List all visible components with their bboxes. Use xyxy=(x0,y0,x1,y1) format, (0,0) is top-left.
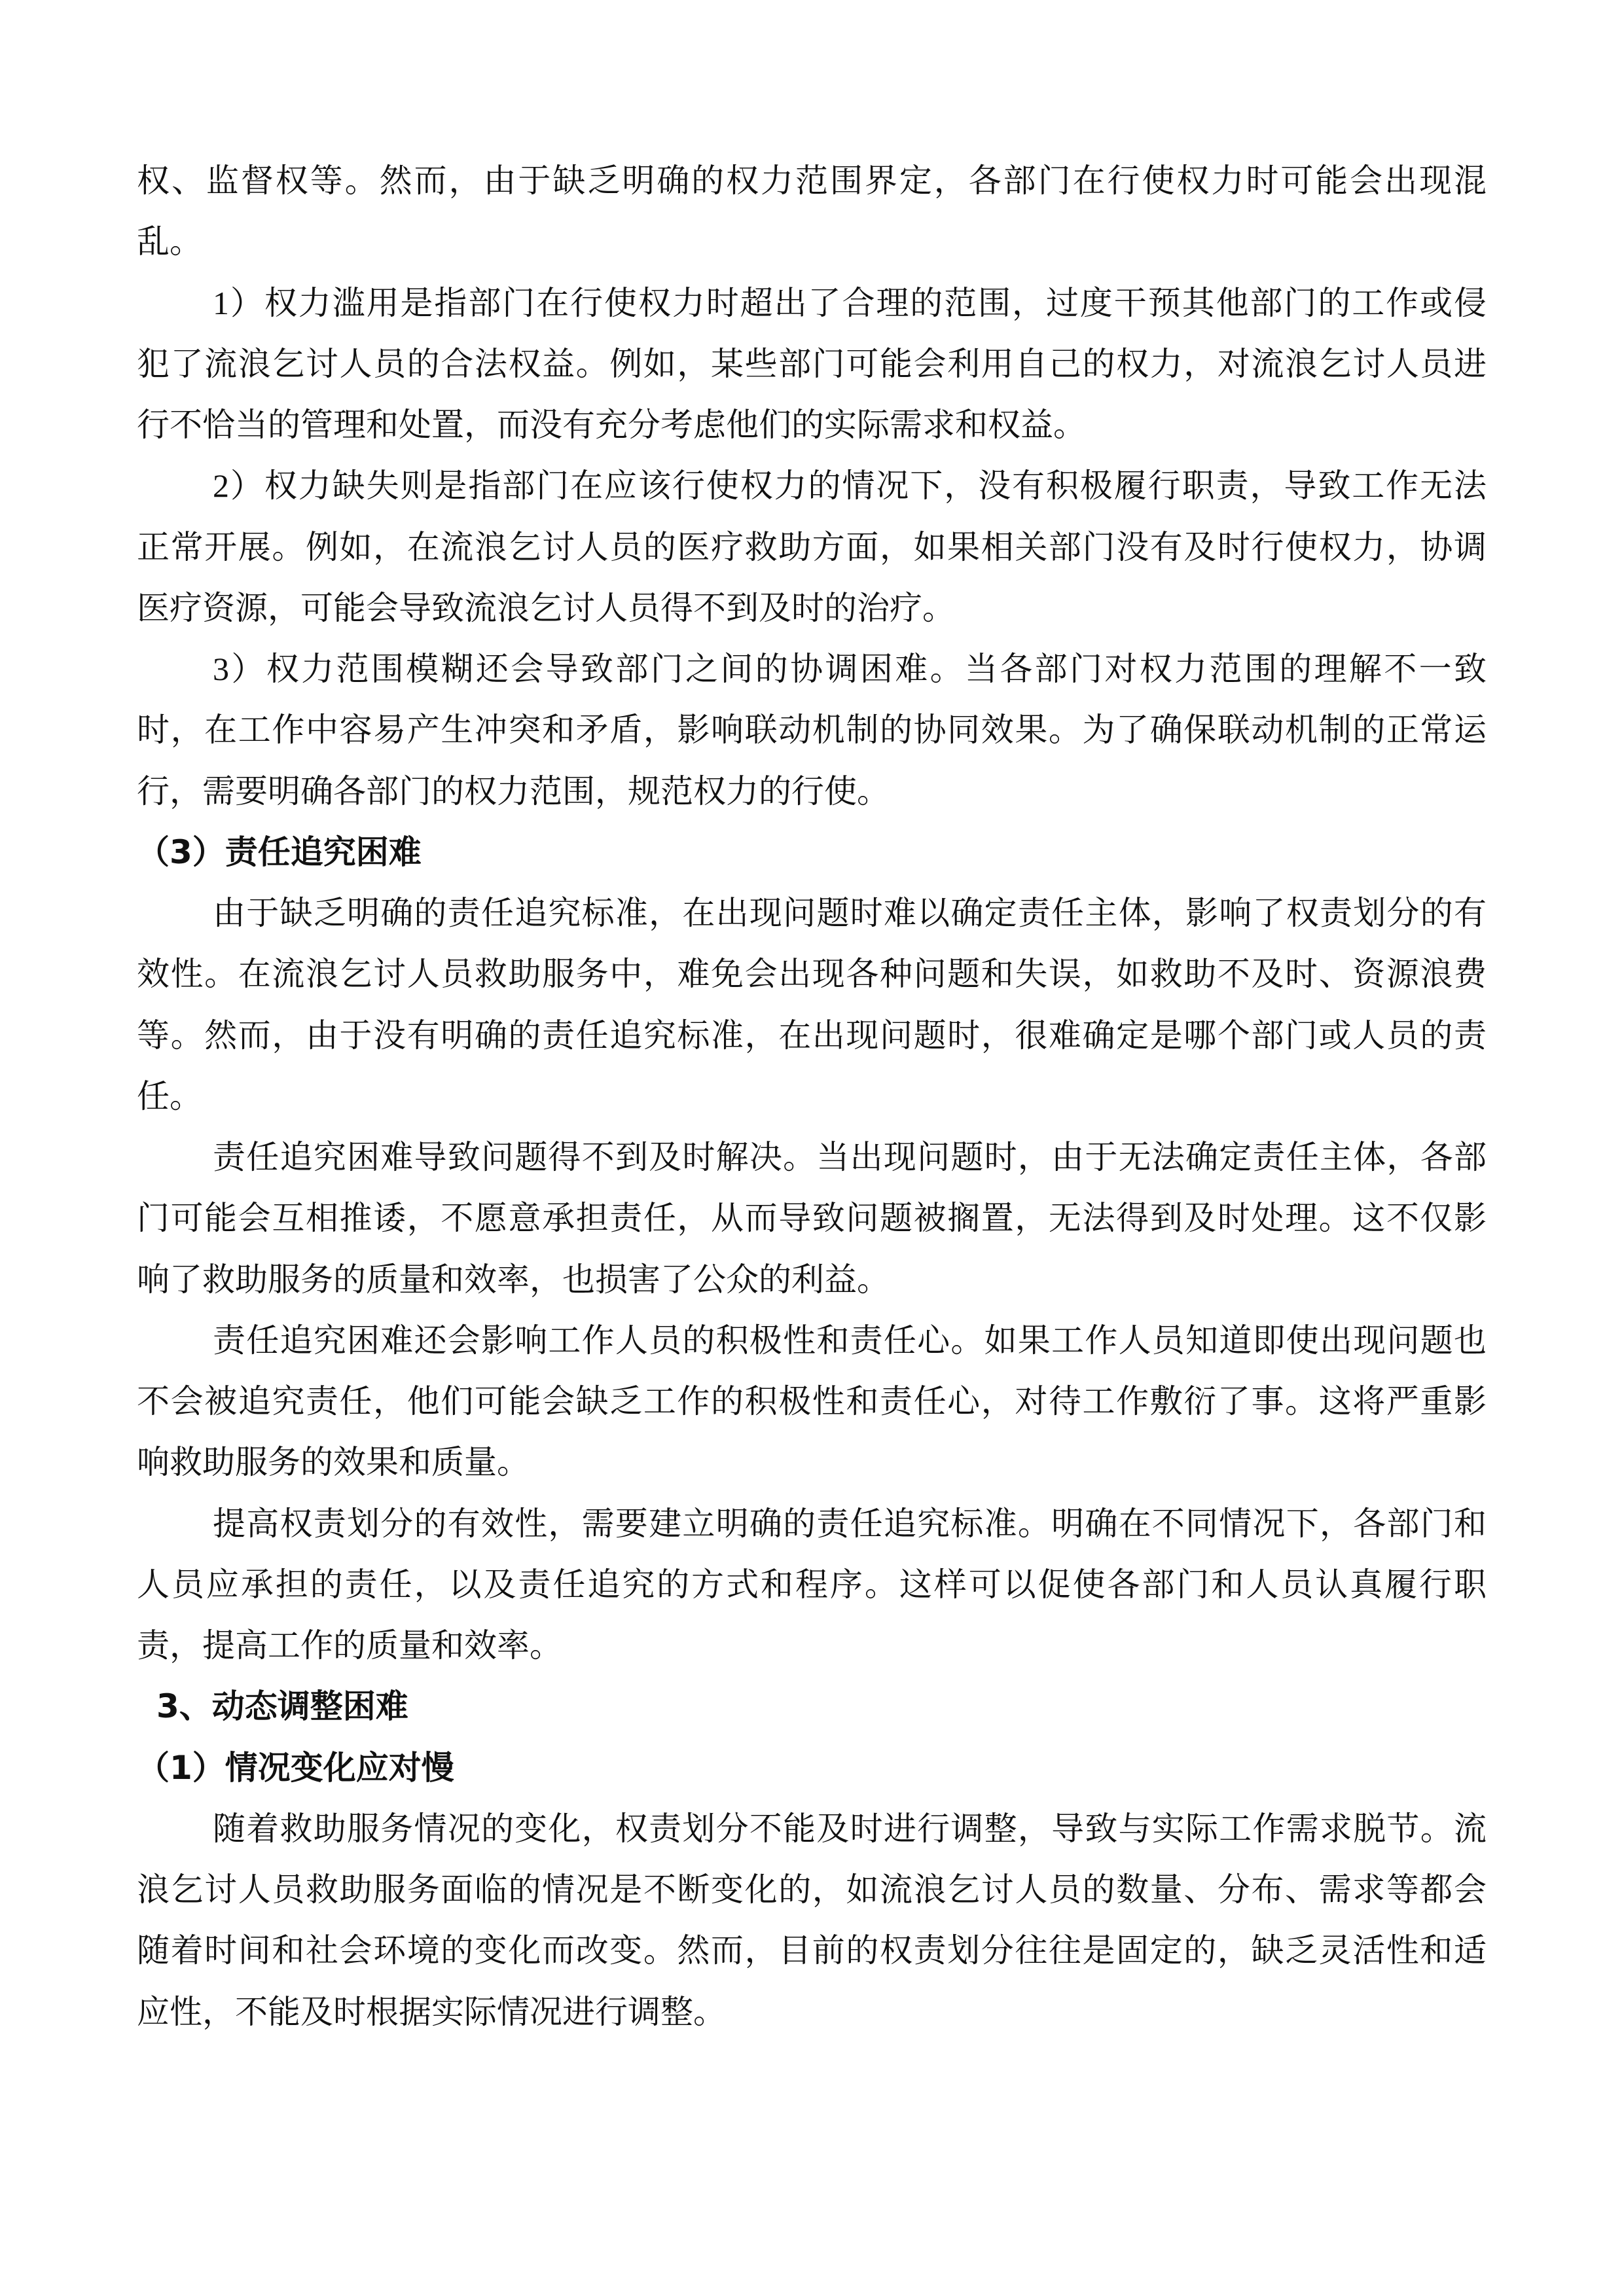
heading-text: （1）情况变化应对慢 xyxy=(137,1748,454,1787)
paragraph xyxy=(137,273,1487,456)
text-line: 等。然而，由于没有明确的责任追究标准，在出现问题时，很难确定是哪个部门或人员的责 xyxy=(137,1016,1487,1054)
section-heading xyxy=(137,822,1487,883)
text-line: 提高权责划分的有效性，需要建立明确的责任追究标准。明确在不同情况下，各部门和 xyxy=(213,1505,1487,1542)
text-line: 门可能会互相推诿，不愿意承担责任，从而导致问题被搁置，无法得到及时处理。这不仅影 xyxy=(137,1200,1487,1237)
text-line: 行不恰当的管理和处置，而没有充分考虑他们的实际需求和权益。 xyxy=(137,406,1086,443)
heading-text: 3、动态调整困难 xyxy=(156,1687,408,1726)
text-line: 责，提高工作的质量和效率。 xyxy=(137,1627,562,1664)
paragraph xyxy=(137,151,1487,273)
text-line: 2）权力缺失则是指部门在应该行使权力的情况下，没有积极履行职责，导致工作无法 xyxy=(213,467,1487,505)
text-line: 责任追究困难导致问题得不到及时解决。当出现问题时，由于无法确定责任主体，各部 xyxy=(213,1139,1487,1175)
text-line: 3）权力范围模糊还会导致部门之间的协调困难。当各部门对权力范围的理解不一致 xyxy=(213,651,1487,687)
text-line: 由于缺乏明确的责任追究标准，在出现问题时难以确定责任主体，影响了权责划分的有 xyxy=(213,895,1487,931)
text-line: 效性。在流浪乞讨人员救助服务中，难免会出现各种问题和失误，如救助不及时、资源浪费 xyxy=(137,956,1487,993)
paragraph xyxy=(137,639,1487,822)
text-line: 随着时间和社会环境的变化而改变。然而，目前的权责划分往往是固定的，缺乏灵活性和适 xyxy=(137,1932,1487,1969)
paragraph xyxy=(137,1494,1487,1677)
text-line: 不会被追究责任，他们可能会缺乏工作的积极性和责任心，对待工作敷衍了事。这将严重影 xyxy=(137,1383,1487,1420)
text-line: 正常开展。例如，在流浪乞讨人员的医疗救助方面，如果相关部门没有及时行使权力，协调 xyxy=(137,528,1487,565)
text-line: 任。 xyxy=(137,1077,202,1115)
text-line: 权、监督权等。然而，由于缺乏明确的权力范围界定，各部门在行使权力时可能会出现混 xyxy=(137,162,1487,199)
paragraph xyxy=(137,1799,1487,2043)
text-line: 责任追究困难还会影响工作人员的积极性和责任心。如果工作人员知道即使出现问题也 xyxy=(213,1321,1487,1359)
paragraph xyxy=(137,1127,1487,1310)
text-line: 人员应承担的责任，以及责任追究的方式和程序。这样可以促使各部门和人员认真履行职 xyxy=(137,1566,1487,1603)
section-heading xyxy=(137,1738,1487,1799)
heading-text: （3）责任追究困难 xyxy=(137,833,422,871)
text-line: 时，在工作中容易产生冲突和矛盾，影响联动机制的协同效果。为了确保联动机制的正常运 xyxy=(137,711,1487,749)
paragraph xyxy=(137,1310,1487,1494)
text-line: 乱。 xyxy=(137,223,202,260)
text-line: 响救助服务的效果和质量。 xyxy=(137,1444,530,1481)
text-line: 响了救助服务的质量和效率，也损害了公众的利益。 xyxy=(137,1261,890,1298)
text-line: 1）权力滥用是指部门在行使权力时超出了合理的范围，过度干预其他部门的工作或侵 xyxy=(213,284,1487,321)
text-line: 行，需要明确各部门的权力范围，规范权力的行使。 xyxy=(137,772,890,810)
section-heading xyxy=(137,1676,1487,1737)
document-page xyxy=(137,151,1487,2043)
text-line: 随着救助服务情况的变化，权责划分不能及时进行调整，导致与实际工作需求脱节。流 xyxy=(213,1810,1487,1847)
text-line: 医疗资源，可能会导致流浪乞讨人员得不到及时的治疗。 xyxy=(137,589,955,626)
paragraph xyxy=(137,456,1487,639)
text-line: 犯了流浪乞讨人员的合法权益。例如，某些部门可能会利用自己的权力，对流浪乞讨人员进 xyxy=(137,345,1487,382)
paragraph xyxy=(137,883,1487,1127)
text-line: 浪乞讨人员救助服务面临的情况是不断变化的，如流浪乞讨人员的数量、分布、需求等都会 xyxy=(137,1871,1487,1908)
text-line: 应性，不能及时根据实际情况进行调整。 xyxy=(137,1993,726,2030)
